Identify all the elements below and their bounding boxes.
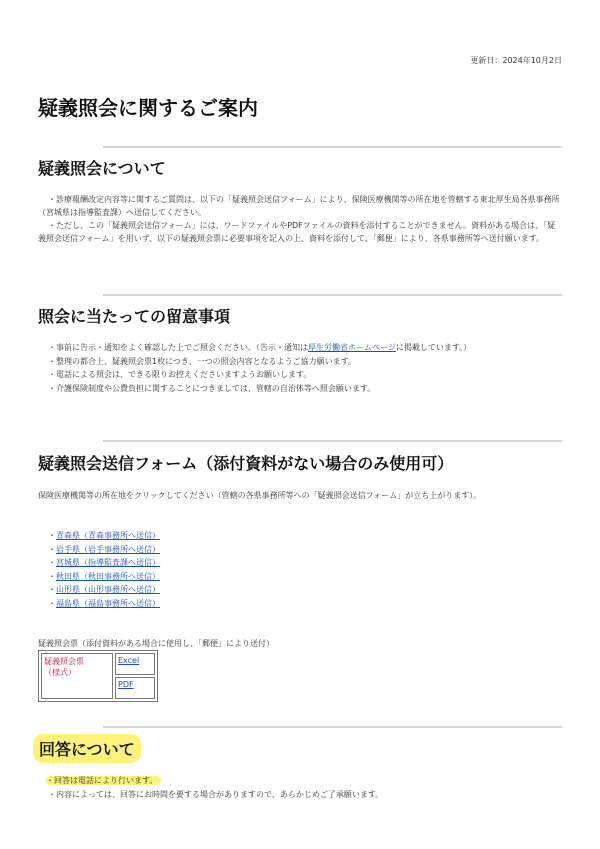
excel-download-link[interactable]: Excel [118, 656, 140, 665]
pdf-cell [115, 677, 155, 699]
section-divider [103, 726, 562, 728]
prefecture-link-iwate[interactable]: 岩手県（岩手事務所へ送信） [56, 544, 160, 554]
answer-item-highlighted: ・回答は電話により行います。 [46, 776, 161, 785]
page-title: 疑義照会に関するご案内 [38, 96, 258, 120]
notes-item: ・電話による照会は、できる限りお控えくださいますようお願いします。 [48, 370, 312, 379]
form-label-cell [41, 653, 113, 699]
form-label: 疑義照会票 [44, 657, 84, 666]
section-title-notes: 照会に当たっての留意事項 [38, 307, 231, 326]
prefecture-link-miyagi[interactable]: 宮城県（指導監査課へ送信） [56, 558, 160, 567]
prefecture-link-fukushima[interactable]: 福島県（福島事務所へ送信） [56, 598, 160, 608]
section-divider [103, 146, 562, 148]
prefecture-item-yamagata: ・山形県（山形事務所へ送信） [48, 585, 160, 594]
excel-cell [115, 653, 155, 675]
inquiry-form-table [38, 650, 158, 702]
pdf-download-link[interactable]: PDF [118, 680, 134, 689]
prefecture-item-aomori: ・青森県（青森事務所へ送信） [48, 531, 160, 540]
notes-item: ・事前に告示・通知をよく確認した上でご照会ください。（告示・通知は厚生労働省ホームページに掲載しています。） [48, 343, 472, 352]
form-intro: 保険医療機関等の所在地をクリックしてください（管轄の各県事務所等への「疑義照会送信フォーム」が立ち上がります）。 [38, 491, 482, 500]
prefecture-link-akita[interactable]: 秋田県（秋田事務所へ送信） [56, 571, 160, 581]
answer-item [46, 774, 383, 788]
about-text [38, 193, 562, 245]
answer-item: ・内容によっては、回答にお時間を要する場合がありますので、あらかじめご了承願います。 [48, 789, 384, 799]
prefecture-link-yamagata[interactable]: 山形県（山形事務所へ送信） [56, 585, 160, 594]
prefecture-item-miyagi: ・宮城県（指導監査課へ送信） [48, 558, 160, 567]
prefecture-link-aomori[interactable]: 青森県（青森事務所へ送信） [56, 531, 160, 540]
notes-list [48, 341, 562, 395]
section-title-about: 疑義照会について [38, 159, 166, 178]
updated-date: 更新日：2024年10月2日 [470, 56, 562, 65]
form-note: 疑義照会票（添付資料がある場合に使用し、「郵便」により送付） [38, 639, 274, 648]
about-paragraph-1: ・診療報酬改定内容等に関するご質問は、以下の「疑義照会送信フォーム」により、保険医療機関等の所在地を管轄する東北厚生局各県事務所（宮城県は指導監査課）へ送信してください。 [38, 195, 560, 217]
prefecture-item-fukushima: ・福島県（福島事務所へ送信） [48, 598, 160, 608]
notes-item: ・整理の都合上、疑義照会票1枚につき、一つの照会内容となるようご協力願います。 [48, 356, 356, 366]
answer-list [46, 774, 383, 801]
section-divider [103, 294, 562, 296]
prefecture-item-akita: ・秋田県（秋田事務所へ送信） [48, 571, 160, 581]
form-label-sub: （様式） [44, 668, 76, 677]
section-divider [103, 440, 562, 442]
notes-item: ・介護保険制度や公費負担に関することにつきましては、管轄の自治体等へ照会願います。 [48, 383, 376, 393]
section-title-form: 疑義照会送信フォーム（添付資料がない場合のみ使用可） [38, 454, 454, 473]
prefecture-list [48, 529, 160, 610]
section-title-answer: 回答について [33, 734, 141, 763]
mhlw-homepage-link[interactable]: 厚生労働省ホームページ [308, 343, 396, 352]
about-paragraph-2: ・ただし、この「疑義照会送信フォーム」には、ワードファイルやPDFファイルの資料を添付することができません。資料がある場合は、「疑義照会送信フォーム」を用いず、以下の疑義照会票に必要事項を記入の上、資料を添付して、「郵便」により、各県事務所等へ送付願います。 [38, 221, 556, 243]
prefecture-item-iwate: ・岩手県（岩手事務所へ送信） [48, 544, 160, 554]
